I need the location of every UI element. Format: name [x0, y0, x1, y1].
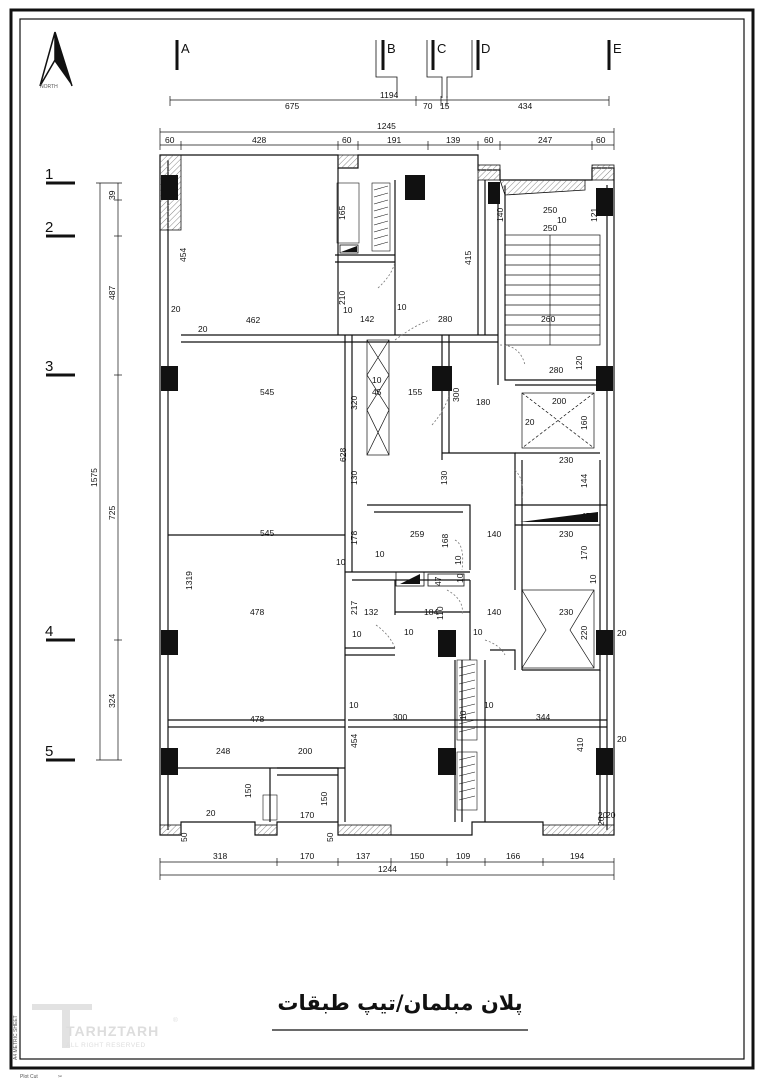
room-dimension-label: 155 — [408, 387, 423, 397]
room-dimension-label: 280 — [438, 314, 453, 324]
dim-bottom-7: 194 — [570, 851, 585, 861]
room-dimension-label: 230 — [559, 607, 574, 617]
room-dimension-label: 10 — [455, 573, 465, 583]
dim-bottom-4: 150 — [410, 851, 425, 861]
room-dimension-label: 20 — [171, 304, 181, 314]
logo-registered: ® — [173, 1017, 179, 1024]
room-dimension-label: 10 — [375, 549, 385, 559]
grid-row-4: 4 — [45, 623, 54, 640]
building-walls — [160, 155, 614, 835]
room-dimension-label: 47 — [433, 576, 443, 586]
room-dimension-label: 10 — [372, 375, 382, 385]
room-dimension-label: 150 — [243, 783, 253, 798]
room-dimension-label: 130 — [439, 470, 449, 485]
dim-top-outer-2: 70 — [423, 101, 433, 111]
room-dimension-label: 628 — [338, 447, 348, 462]
room-dimension-label: 410 — [575, 737, 585, 752]
room-dimension-label: 478 — [250, 714, 265, 724]
room-dimensions — [171, 205, 627, 842]
column — [405, 175, 425, 200]
logo-rights: ALL RIGHT RESERVED — [66, 1042, 146, 1049]
column — [438, 630, 456, 657]
room-dimension-label: 20 — [598, 810, 608, 820]
room-dimension-label: 454 — [178, 247, 188, 262]
sheet-side-note: A4 METRIC SHEET — [13, 1015, 19, 1060]
column — [596, 748, 613, 775]
room-dimension-label: 20 — [198, 324, 208, 334]
room-dimension-label: 250 — [543, 205, 558, 215]
grid-col-a: A — [181, 41, 190, 56]
room-dimension-label: 248 — [216, 746, 231, 756]
dim-top-outer-total: 1194 — [380, 90, 399, 100]
room-dimension-label: 10 — [397, 302, 407, 312]
room-dimension-label: 280 — [549, 365, 564, 375]
room-dimension-label: 20 — [617, 734, 627, 744]
north-arrow-icon — [40, 32, 72, 90]
grid-row-2: 2 — [45, 219, 54, 236]
room-dimension-label: 160 — [579, 415, 589, 430]
room-dimension-label: 10 — [557, 215, 567, 225]
room-dimension-label: 230 — [559, 455, 574, 465]
room-dimension-label: 10 — [484, 700, 494, 710]
dim-top-outer-1: 675 — [285, 101, 300, 111]
room-dimension-label: 20 — [206, 808, 216, 818]
room-dimension-label: 259 — [410, 529, 425, 539]
room-dimension-label: 478 — [250, 607, 265, 617]
room-dimension-label: 170 — [300, 810, 315, 820]
room-dimension-label: 20 — [525, 417, 535, 427]
left-dimension-chain — [96, 183, 122, 760]
room-dimension-label: 168 — [440, 533, 450, 548]
dim-left-3: 725 — [107, 505, 117, 520]
room-dimension-label: 140 — [495, 207, 505, 222]
dim-top-inner-2: 428 — [252, 135, 267, 145]
grid-col-d: D — [481, 41, 491, 56]
dim-top-inner-1: 60 — [165, 135, 175, 145]
room-dimension-label: 144 — [579, 473, 589, 488]
room-dimension-label: 165 — [337, 205, 347, 220]
elevator-shafts — [367, 340, 594, 668]
room-dimension-label: 10 — [453, 555, 463, 565]
room-dimension-label: 170 — [579, 545, 589, 560]
hatched-walls — [160, 155, 614, 835]
room-dimension-label: 50 — [325, 832, 335, 842]
room-dimension-label: 50 — [179, 832, 189, 842]
grid-row-1: 1 — [45, 166, 54, 183]
drawing-title — [272, 991, 528, 1030]
room-dimension-label: 1319 — [184, 571, 194, 590]
grid-col-e: E — [613, 41, 622, 56]
room-dimension-label: 140 — [487, 529, 502, 539]
scissors-icon: ✂ — [58, 1074, 63, 1080]
room-dimension-label: 140 — [487, 607, 502, 617]
room-dimension-label: 415 — [463, 250, 473, 265]
dim-left-1: 39 — [107, 190, 117, 200]
plot-cut-label: Plot Cut — [20, 1074, 38, 1080]
grid-column-markers — [177, 40, 622, 98]
room-dimension-label: 184 — [424, 607, 439, 617]
room-dimension-label: 220 — [579, 625, 589, 640]
dim-bottom-1: 318 — [213, 851, 228, 861]
column — [488, 182, 500, 204]
wardrobe-racks — [263, 183, 477, 820]
grid-row-5: 5 — [45, 743, 54, 760]
room-dimension-label: 110 — [435, 606, 445, 620]
dim-top-inner-5: 139 — [446, 135, 461, 145]
room-dimension-label: 217 — [349, 600, 359, 615]
room-dimension-label: 45 — [581, 511, 591, 521]
room-dimension-label: 545 — [260, 387, 275, 397]
room-dimension-label: 300 — [451, 387, 461, 402]
dim-bottom-6: 166 — [506, 851, 521, 861]
room-dimension-label: 45 — [372, 387, 382, 397]
room-dimension-label: 260 — [541, 314, 556, 324]
room-dimension-label: 10 — [349, 700, 359, 710]
dim-bottom-3: 137 — [356, 851, 371, 861]
column — [161, 366, 178, 391]
room-dimension-label: 200 — [552, 396, 567, 406]
room-dimension-label: 300 — [393, 712, 408, 722]
column — [161, 748, 178, 775]
room-dimension-label: 20 — [617, 628, 627, 638]
grid-row-markers — [45, 166, 75, 760]
outer-border — [11, 10, 753, 1068]
room-dimension-label: 20 — [606, 810, 616, 820]
column — [432, 366, 452, 391]
room-dimension-label: 130 — [349, 470, 359, 485]
company-logo — [32, 1004, 178, 1049]
room-dimension-label: 230 — [559, 529, 574, 539]
dim-top-inner-3: 60 — [342, 135, 352, 145]
room-dimension-label: 210 — [337, 290, 347, 305]
staircase — [505, 235, 600, 345]
room-dimension-label: 180 — [476, 397, 491, 407]
room-dimension-label: 121 — [589, 207, 599, 222]
room-dimension-label: 142 — [360, 314, 375, 324]
room-dimension-label: 320 — [349, 395, 359, 410]
grid-row-3: 3 — [45, 358, 54, 375]
dim-top-inner-4: 191 — [387, 135, 402, 145]
room-dimension-label: 10 — [343, 305, 353, 315]
room-dimension-label: 454 — [349, 733, 359, 748]
room-dimension-label: 250 — [543, 223, 558, 233]
title-text: پلان مبلمان/تیپ طبقات — [277, 991, 523, 1015]
dim-top-outer-3: 15 — [440, 101, 450, 111]
room-dimension-label: 10 — [458, 710, 468, 720]
dim-bottom-5: 109 — [456, 851, 471, 861]
dim-top-inner-6: 60 — [484, 135, 494, 145]
room-dimension-label: 132 — [364, 607, 379, 617]
column — [596, 630, 613, 655]
room-dimension-label: 178 — [349, 530, 359, 545]
room-dimension-label: 344 — [536, 712, 551, 722]
room-dimension-label: 10 — [404, 627, 414, 637]
room-dimension-label: 150 — [319, 791, 329, 806]
dim-left-2: 487 — [107, 285, 117, 300]
inner-border — [20, 19, 744, 1059]
column — [438, 748, 456, 775]
grid-col-b: B — [387, 41, 396, 56]
column — [596, 366, 613, 391]
room-dimension-label: 10 — [473, 627, 483, 637]
room-dimension-label: 10 — [588, 574, 598, 584]
logo-name: TARHZTARH — [66, 1023, 160, 1039]
room-dimension-label: 10 — [352, 629, 362, 639]
room-dimension-label: 545 — [260, 528, 275, 538]
dim-top-outer-4: 434 — [518, 101, 533, 111]
dim-left-4: 324 — [107, 693, 117, 708]
dim-bottom-total: 1244 — [378, 864, 397, 874]
room-dimension-label: 200 — [298, 746, 313, 756]
room-dimension-label: 20 — [596, 816, 606, 826]
room-dimension-label: 120 — [574, 355, 584, 370]
dim-left-total: 1575 — [89, 468, 99, 487]
dim-bottom-2: 170 — [300, 851, 315, 861]
north-label: NORTH — [40, 84, 58, 90]
column — [161, 630, 178, 655]
dim-top-inner-total: 1245 — [377, 121, 396, 131]
room-dimension-label: 462 — [246, 315, 261, 325]
column — [161, 175, 178, 200]
dim-top-inner-8: 60 — [596, 135, 606, 145]
dim-top-inner-7: 247 — [538, 135, 553, 145]
room-dimension-label: 10 — [336, 557, 346, 567]
grid-col-c: C — [437, 41, 447, 56]
